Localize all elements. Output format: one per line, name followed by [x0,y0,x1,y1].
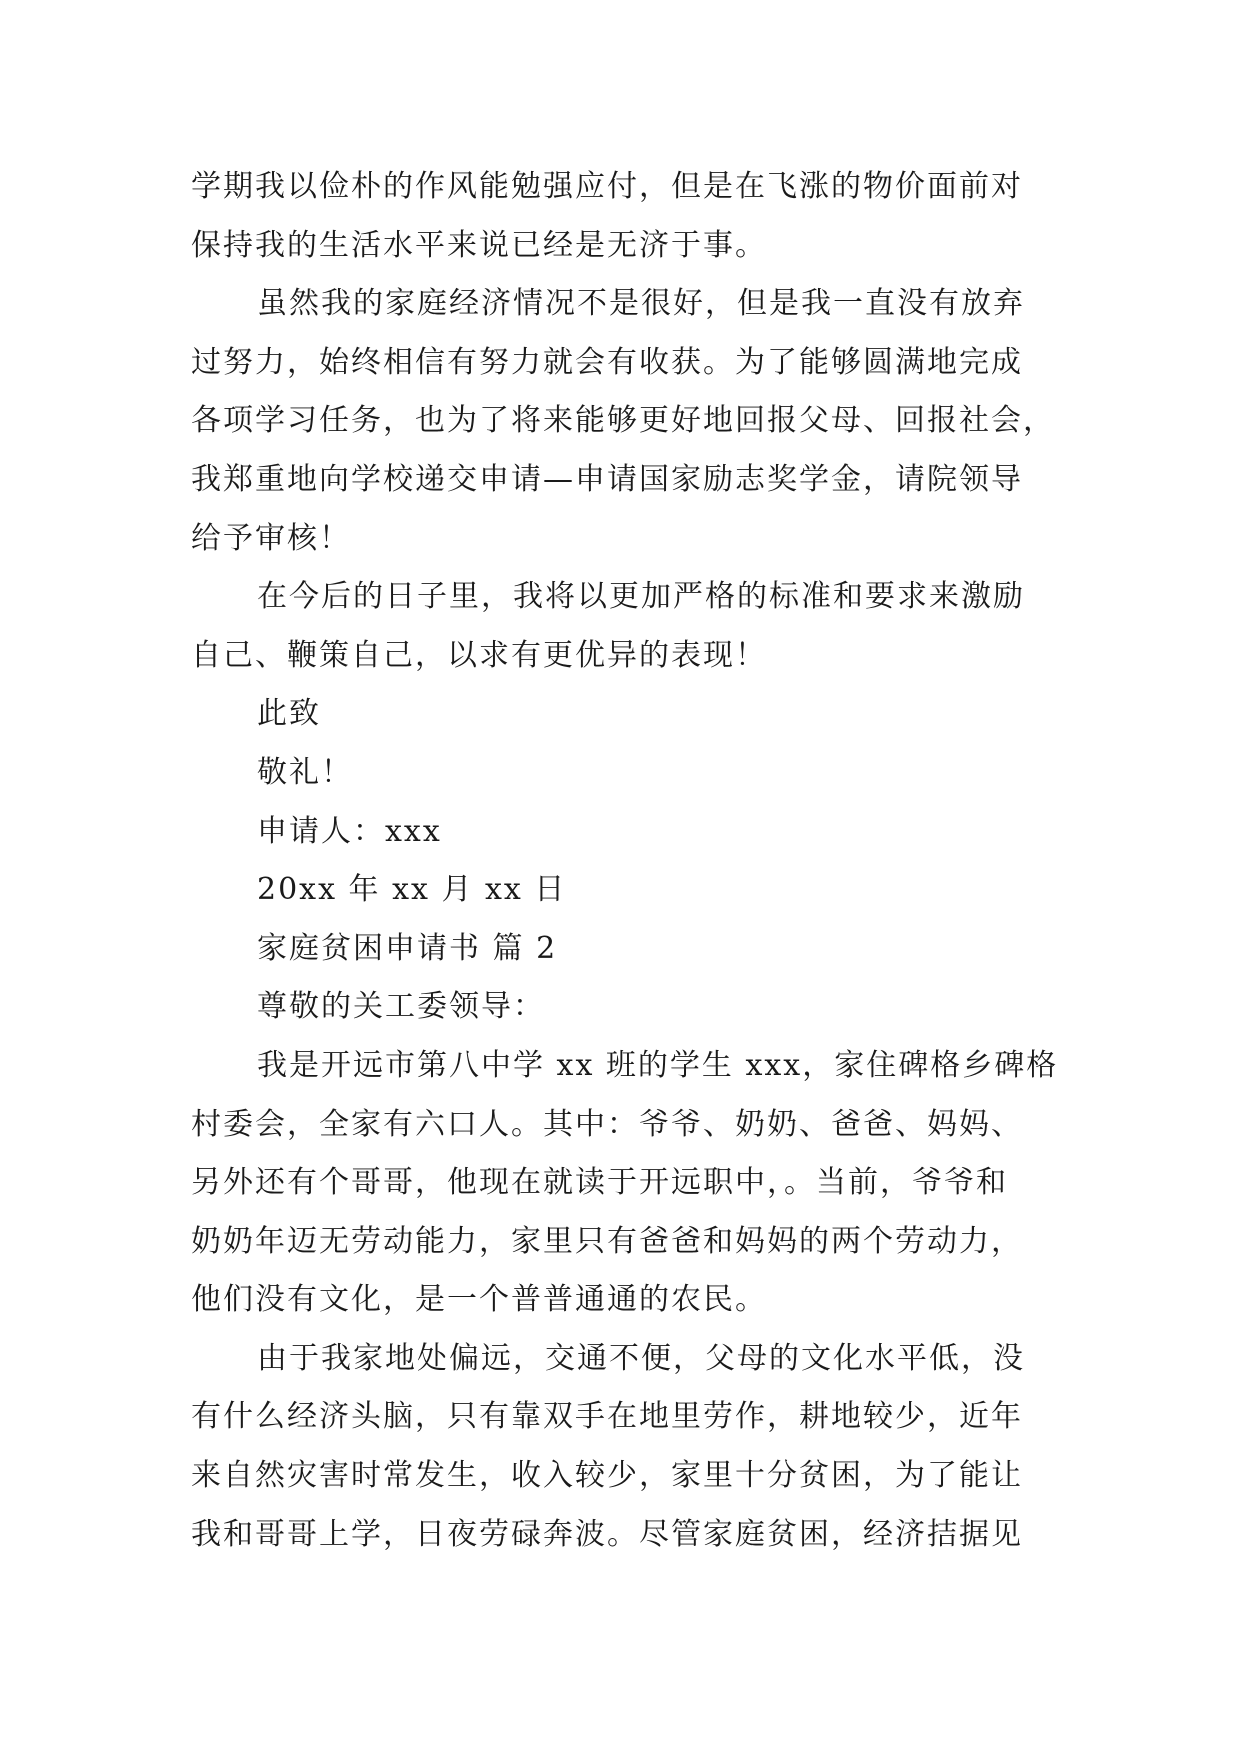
text-line: 过努力，始终相信有努力就会有收获。为了能够圆满地完成 [191,344,1023,380]
text-line: 尊敬的关工委领导： [257,989,545,1025]
text-line: 来自然灾害时常发生，收入较少，家里十分贫困，为了能让 [191,1458,1023,1494]
text-line: 另外还有个哥哥，他现在就读于开远职中，。当前，爷爷和 [191,1165,1008,1201]
text-line: 我和哥哥上学，日夜劳碌奔波。尽管家庭贫困，经济拮据见 [191,1516,1023,1552]
text-line: 保持我的生活水平来说已经是无济于事。 [191,227,767,263]
text-line: 家庭贫困申请书 篇 2 [257,930,558,966]
text-line: 在今后的日子里，我将以更加严格的标准和要求来激励 [257,579,1025,615]
text-line: 各项学习任务，也为了将来能够更好地回报父母、回报社会， [191,403,1055,439]
text-line: 由于我家地处偏远，交通不便，父母的文化水平低，没 [257,1340,1025,1376]
text-line: 我郑重地向学校递交申请—申请国家励志奖学金，请院领导 [191,461,1023,497]
text-line: 学期我以俭朴的作风能勉强应付，但是在飞涨的物价面前对 [191,169,1023,204]
text-line: 申请人：xxx [257,813,442,849]
text-line: 有什么经济头脑，只有靠双手在地里劳作，耕地较少，近年 [191,1399,1023,1435]
document-body [191,158,1071,1564]
text-line: 敬礼！ [257,754,353,790]
text-line: 自己、鞭策自己，以求有更优异的表现！ [191,637,767,673]
text-line: 此致 [257,696,321,732]
text-line: 给予审核！ [191,520,351,556]
text-line: 村委会，全家有六口人。其中：爷爷、奶奶、爸爸、妈妈、 [191,1106,1023,1142]
text-line: 20xx 年 xx 月 xx 日 [257,872,567,908]
text-line: 他们没有文化，是一个普普通通的农民。 [191,1282,767,1318]
text-line: 我是开远市第八中学 xx 班的学生 xxx，家住碑格乡碑格 [257,1047,1059,1083]
text-line: 虽然我的家庭经济情况不是很好，但是我一直没有放弃 [257,286,1025,322]
text-line: 奶奶年迈无劳动能力，家里只有爸爸和妈妈的两个劳动力， [191,1223,1023,1259]
